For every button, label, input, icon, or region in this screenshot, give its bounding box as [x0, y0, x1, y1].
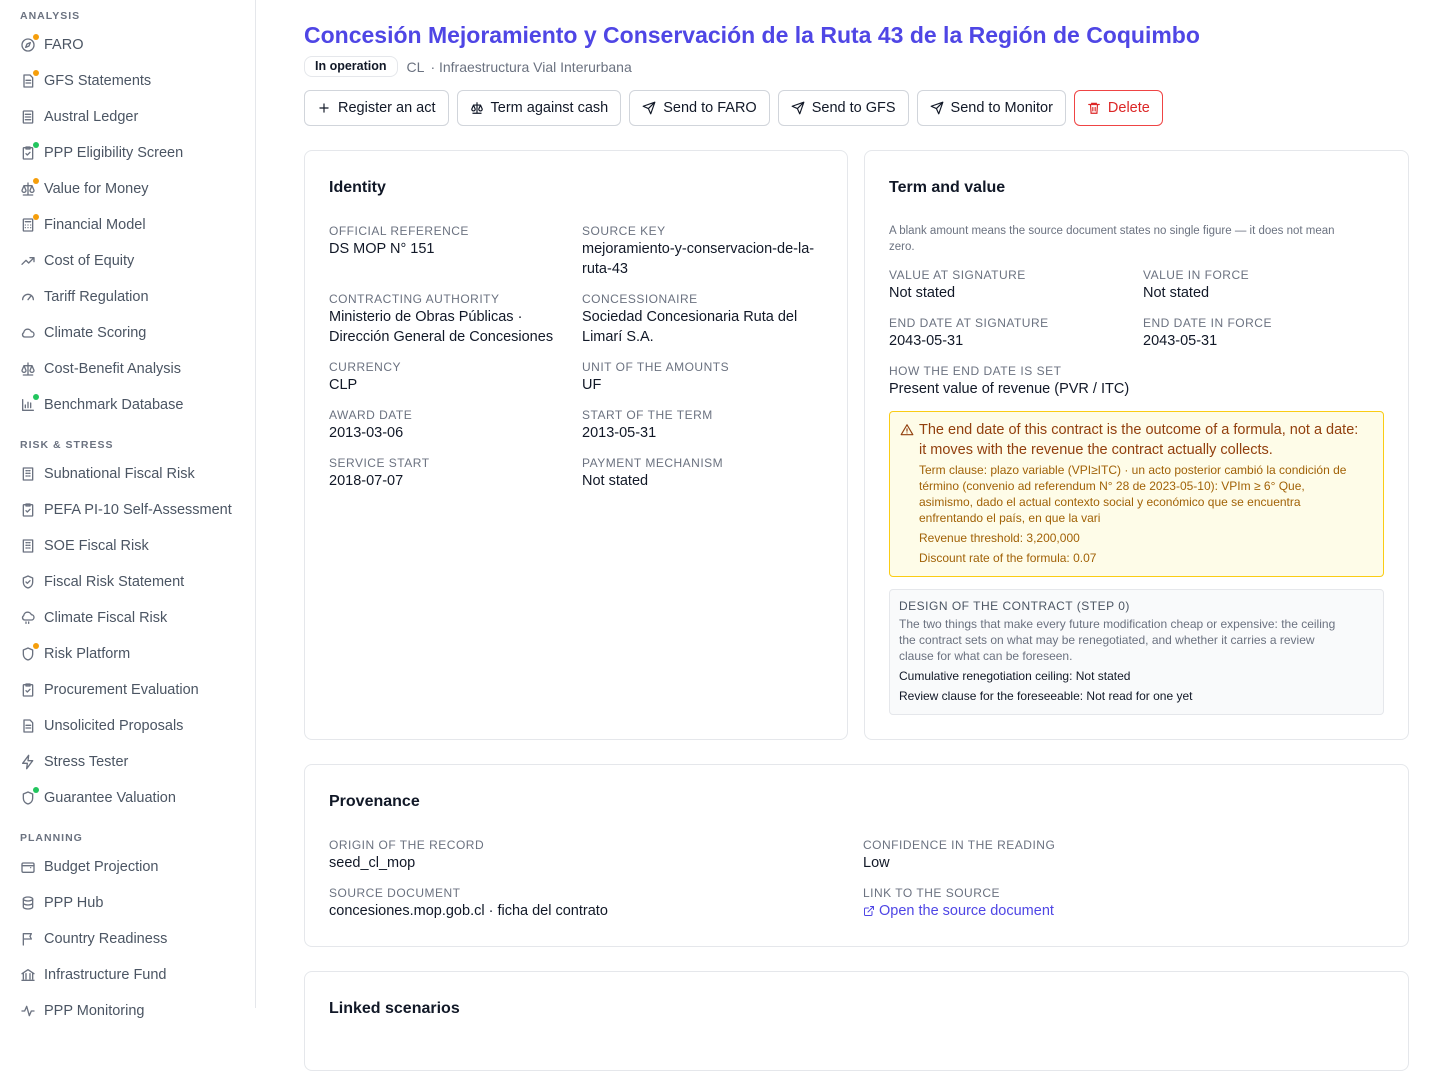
flag-icon [20, 931, 36, 947]
sidebar-item-label: GFS Statements [44, 73, 152, 89]
landmark-icon [20, 967, 36, 983]
status-dot [33, 178, 39, 184]
linked-scenarios-heading: Linked scenarios [329, 1000, 460, 1017]
identity-heading: Identity [329, 179, 386, 196]
trash-icon [1087, 101, 1101, 115]
contract-design-panel: DESIGN OF THE CONTRACT (STEP 0) The two things that make every future modification cheap or expensive: the ceiling the contract sets on what may be renegotiated, and whether it carries a review clause for what can be foreseen. Cumulative renegotiation ceiling: Not stated Review clause for the foreseeable: Not read for one yet [889, 589, 1384, 715]
send-icon [930, 101, 944, 115]
sidebar-item[interactable] [0, 993, 256, 1029]
sidebar-item-label: Cost of Equity [44, 253, 135, 269]
sidebar-item-label: PEFA PI-10 Self-Assessment [44, 502, 232, 518]
formula-warning: The end date of this contract is the outcome of a formula, not a date: it moves with the revenue the contract actually collects. Term clause: plazo variable (VPI≥ITC) · un acto posterior cambió la condición de término (convenio ad referendum N° 28 de 2023-05-10): VPIm ≥ 6° Que, asimismo, dado el actual contexto social y económico que se encuentra enfrentando el país, en que la vari Revenue threshold: 3,200,000 Discount rate of the formula: 0.07 [889, 411, 1384, 577]
sidebar-item-label: Unsolicited Proposals [44, 718, 184, 734]
sidebar-item-label: Procurement Evaluation [44, 682, 199, 698]
nav-section [0, 437, 256, 816]
unit-field: UNIT OF THE AMOUNTS UF [582, 360, 730, 393]
sidebar-item-label: PPP Monitoring [44, 1003, 145, 1019]
sidebar-item[interactable] [0, 171, 256, 207]
clipboard-check-icon [20, 145, 36, 161]
sidebar-item[interactable] [0, 885, 256, 921]
sidebar-item[interactable] [0, 279, 256, 315]
source-key-field: SOURCE KEY mejoramiento-y-conservacion-de-la- ruta-43 [582, 224, 815, 277]
sidebar-item[interactable] [0, 315, 256, 351]
open-source-link[interactable]: Open the source document [863, 901, 1054, 921]
sidebar-item[interactable] [0, 492, 256, 528]
status-badge: In operation [304, 56, 398, 77]
shield-check-icon [20, 574, 36, 590]
sidebar-item[interactable] [0, 243, 256, 279]
sidebar-item-label: Financial Model [44, 217, 146, 233]
page-title: Concesión Mejoramiento y Conservación de la Ruta 43 de la Región de Coquimbo [304, 22, 1200, 48]
shield-icon [20, 646, 36, 662]
sidebar-item-label: Benchmark Database [44, 397, 184, 413]
warning-icon [900, 423, 914, 437]
term-value-heading: Term and value [889, 179, 1006, 196]
status-dot [33, 142, 39, 148]
sidebar-item-label: Climate Scoring [44, 325, 147, 341]
sidebar-item-label: Risk Platform [44, 646, 131, 662]
sidebar-item-label: Climate Fiscal Risk [44, 610, 168, 626]
clipboard-check-icon [20, 502, 36, 518]
official-reference-field: OFFICIAL REFERENCE DS MOP N° 151 [329, 224, 469, 257]
sidebar-item-label: Stress Tester [44, 754, 129, 770]
sidebar-item[interactable] [0, 351, 256, 387]
clipboard-check-icon [20, 682, 36, 698]
identity-card [304, 150, 848, 740]
sidebar-item[interactable] [0, 744, 256, 780]
status-dot [33, 34, 39, 40]
source-link-field: LINK TO THE SOURCE Open the source document [863, 886, 1054, 919]
award-date-field: AWARD DATE 2013-03-06 [329, 408, 413, 441]
send-icon [642, 101, 656, 115]
sidebar-item-label: Value for Money [44, 181, 149, 197]
status-dot [33, 787, 39, 793]
sidebar-item[interactable] [0, 135, 256, 171]
activity-icon [20, 1003, 36, 1019]
sidebar [0, 0, 256, 1019]
sidebar-item[interactable] [0, 387, 256, 423]
source-document-field: SOURCE DOCUMENT concesiones.mop.gob.cl · ficha del contrato [329, 886, 608, 919]
sidebar-item[interactable] [0, 528, 256, 564]
scale-icon [20, 361, 36, 377]
sidebar-item-label: Infrastructure Fund [44, 967, 167, 983]
sidebar-item-label: Fiscal Risk Statement [44, 574, 185, 590]
discount-rate: Discount rate of the formula: 0.07 [919, 551, 1097, 565]
origin-field: ORIGIN OF THE RECORD seed_cl_mop [329, 838, 485, 871]
nav-section [0, 8, 256, 423]
blank-amount-note: A blank amount means the source document states no single figure — it does not mean zero. [889, 225, 1335, 253]
project-meta [304, 56, 632, 77]
value-at-signature-field: VALUE AT SIGNATURE Not stated [889, 268, 1026, 301]
sidebar-item-label: Tariff Regulation [44, 289, 149, 305]
concessionaire-field: CONCESSIONAIRE Sociedad Concesionaria Ruta del Limarí S.A. [582, 292, 798, 345]
linked-scenarios-card [304, 971, 1409, 1071]
sidebar-item[interactable] [0, 921, 256, 957]
calculator-icon [20, 217, 36, 233]
database-icon [20, 895, 36, 911]
nav-section-title: RISK & STRESS [20, 439, 114, 451]
compass-icon [20, 37, 36, 53]
sidebar-item[interactable] [0, 708, 256, 744]
sidebar-item[interactable] [0, 600, 256, 636]
delete-button[interactable]: Delete [1074, 90, 1163, 126]
sector-label: · Infraestructura Vial Interurbana [430, 58, 632, 75]
review-clause: Review clause for the foreseeable: Not read for one yet [899, 689, 1193, 703]
sidebar-item[interactable] [0, 63, 256, 99]
action-bar [304, 90, 1171, 126]
sidebar-item-label: Country Readiness [44, 931, 168, 947]
sidebar-item-label: FARO [44, 37, 84, 53]
end-date-signature-field: END DATE AT SIGNATURE 2043-05-31 [889, 316, 1049, 349]
gauge-icon [20, 289, 36, 305]
start-term-field: START OF THE TERM 2013-05-31 [582, 408, 713, 441]
renegotiation-ceiling: Cumulative renegotiation ceiling: Not stated [899, 669, 1131, 683]
document-icon [20, 718, 36, 734]
send-to-faro-button[interactable]: Send to FARO [629, 90, 770, 126]
status-dot [33, 70, 39, 76]
sidebar-item[interactable] [0, 636, 256, 672]
building-icon [20, 538, 36, 554]
scale-icon [20, 181, 36, 197]
send-icon [791, 101, 805, 115]
ledger-icon [20, 109, 36, 125]
end-date-method-field: HOW THE END DATE IS SET Present value of revenue (PVR / ITC) [889, 364, 1130, 397]
sidebar-item-label: Subnational Fiscal Risk [44, 466, 195, 482]
trending-up-icon [20, 253, 36, 269]
sidebar-item[interactable] [0, 207, 256, 243]
sidebar-item[interactable] [0, 564, 256, 600]
term-value-card [864, 150, 1409, 740]
sidebar-item[interactable] [0, 27, 256, 63]
nav-section-title: ANALYSIS [20, 10, 81, 22]
confidence-field: CONFIDENCE IN THE READING Low [863, 838, 1056, 871]
term-against-cash-button[interactable]: Term against cash [457, 90, 622, 126]
contracting-authority-field: CONTRACTING AUTHORITY Ministerio de Obras Públicas · Dirección General de Concesiones [329, 292, 554, 345]
sidebar-item-label: Austral Ledger [44, 109, 139, 125]
send-to-gfs-button[interactable]: Send to GFS [778, 90, 909, 126]
plus-icon [317, 101, 331, 115]
wallet-icon [20, 859, 36, 875]
scale-icon [470, 101, 484, 115]
document-icon [20, 73, 36, 89]
sidebar-item-label: Cost-Benefit Analysis [44, 361, 182, 377]
service-start-field: SERVICE START 2018-07-07 [329, 456, 430, 489]
status-dot [33, 394, 39, 400]
sidebar-item-label: SOE Fiscal Risk [44, 538, 149, 554]
register-act-button[interactable]: Register an act [304, 90, 449, 126]
nav-section-title: PLANNING [20, 832, 83, 844]
send-to-monitor-button[interactable]: Send to Monitor [917, 90, 1066, 126]
status-dot [33, 214, 39, 220]
sidebar-item-label: PPP Hub [44, 895, 104, 911]
sidebar-item[interactable] [0, 957, 256, 993]
revenue-threshold: Revenue threshold: 3,200,000 [919, 531, 1080, 545]
bar-chart-icon [20, 397, 36, 413]
sidebar-item[interactable] [0, 780, 256, 816]
currency-field: CURRENCY CLP [329, 360, 402, 393]
payment-mechanism-field: PAYMENT MECHANISM Not stated [582, 456, 724, 489]
end-date-force-field: END DATE IN FORCE 2043-05-31 [1143, 316, 1272, 349]
sidebar-item[interactable] [0, 456, 256, 492]
value-in-force-field: VALUE IN FORCE Not stated [1143, 268, 1250, 301]
building-icon [20, 466, 36, 482]
sidebar-item[interactable] [0, 849, 256, 885]
sidebar-item-label: Budget Projection [44, 859, 159, 875]
sidebar-item[interactable] [0, 672, 256, 708]
provenance-card [304, 764, 1409, 947]
status-dot [33, 643, 39, 649]
zap-icon [20, 754, 36, 770]
shield-icon [20, 790, 36, 806]
nav-section [0, 830, 256, 1029]
sidebar-item-label: PPP Eligibility Screen [44, 145, 184, 161]
country-code: CL [406, 58, 425, 75]
sidebar-item-label: Guarantee Valuation [44, 790, 176, 806]
provenance-heading: Provenance [329, 793, 420, 810]
sidebar-item[interactable] [0, 99, 256, 135]
external-link-icon [863, 905, 875, 917]
cloud-rain-icon [20, 610, 36, 626]
cloud-icon [20, 325, 36, 341]
